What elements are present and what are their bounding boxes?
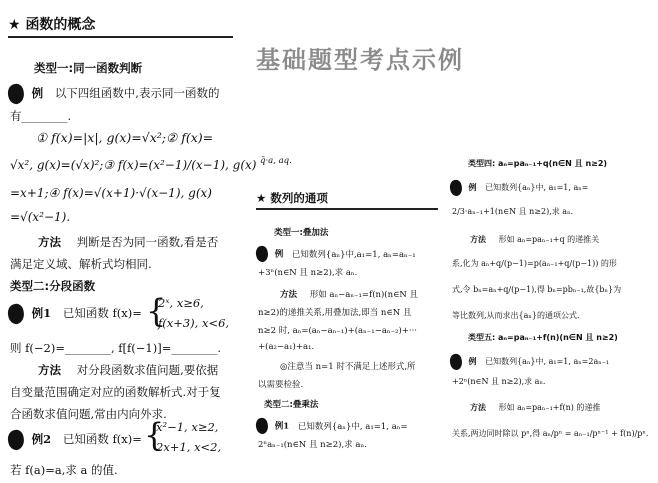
- type-heading: 类型四: aₙ=paₙ₋₁+q(n∈N 且 n≥2): [468, 159, 608, 168]
- method-text: 形如 aₙ=paₙ₋₁+q 的递推关: [498, 235, 600, 244]
- ink-bullet-icon: [448, 179, 463, 197]
- example-heading: [8, 430, 142, 450]
- piecewise-case: 2x+1, x<2,: [156, 440, 222, 454]
- right-column: [450, 0, 658, 483]
- example-heading: [8, 84, 219, 104]
- method-label: 方法: [470, 235, 486, 244]
- method-text: 形如 aₙ−aₙ₋₁=f(n)(n∈N 且: [309, 290, 419, 300]
- type-heading: 类型二:分段函数: [10, 279, 96, 293]
- example-text: =√(x²−1).: [10, 210, 71, 224]
- method-label: 方法: [280, 290, 298, 300]
- method-text: n≥2)的递推关系,用叠加法,即当 n∈N 且: [258, 308, 412, 318]
- section-heading-function-concept: [8, 14, 95, 34]
- method-text: +(a₂−a₁)+a₁.: [258, 342, 315, 352]
- example-label: 例1: [31, 306, 52, 320]
- example-text: 若 f(a)=a,求 a 的值.: [10, 463, 118, 477]
- method-text: n≥2 时, aₙ=(aₙ−aₙ₋₁)+(aₙ₋₁−aₙ₋₂)+···: [258, 326, 417, 336]
- example-text: 2/3·aₙ₋₁+1(n∈N 且 n≥2),求 aₙ.: [452, 207, 574, 216]
- example-label: 例: [468, 356, 477, 366]
- type-heading: 类型二:叠乘法: [264, 400, 319, 410]
- type-heading: 类型一:同一函数判断: [34, 61, 143, 75]
- ink-bullet-icon: [254, 417, 269, 435]
- method-label: 方法: [470, 403, 486, 412]
- example-heading: [450, 354, 609, 370]
- method-paragraph: [470, 402, 600, 413]
- example-text: 有________.: [10, 109, 72, 123]
- piecewise-brace: {: [146, 292, 167, 330]
- example-label: 例: [468, 182, 477, 192]
- ink-bullet-icon: [6, 83, 26, 106]
- note-text: 以需要检验.: [258, 380, 304, 390]
- divider: [8, 36, 233, 38]
- example-heading: [256, 418, 408, 434]
- example-text: 以下四组函数中,表示同一函数的: [54, 86, 220, 100]
- example-text: ① f(x)=|x|, g(x)=√x²;② f(x)=: [36, 130, 214, 145]
- method-text: 系,化为 aₙ+q/(p−1)=p(aₙ₋₁+q/(p−1)) 的形: [452, 259, 617, 268]
- method-text: 等比数列,从而求出{aₙ}的通项公式.: [452, 311, 580, 320]
- example-text: √x², g(x)=(√x)²;③ f(x)=(x²−1)/(x−1), g(x): [10, 158, 257, 172]
- ink-bullet-icon: [6, 303, 26, 326]
- example-label: 例: [274, 249, 284, 260]
- ink-bullet-icon: [448, 353, 463, 371]
- section-title: 数列的通项: [270, 191, 328, 205]
- example-heading: [450, 180, 588, 196]
- method-paragraph: [470, 234, 599, 245]
- method-paragraph: [38, 234, 218, 250]
- ink-bullet-icon: [254, 245, 269, 263]
- method-text: 式,令 bₙ=aₙ+q/(p−1),得 bₙ=pbₙ₋₁,故{bₙ}为: [452, 285, 622, 294]
- middle-column: [250, 0, 450, 483]
- note-text: ◎注意当 n=1 时不满足上述形式,所: [280, 362, 416, 372]
- piecewise-brace: {: [144, 416, 165, 454]
- method-text: 满足定义域、解析式均相同.: [10, 257, 152, 271]
- example-text: 已知数列{aₙ}中, a₁=1, aₙ=: [485, 183, 589, 192]
- method-text: 自变量范围确定对应的函数解析式.对于复: [10, 385, 221, 399]
- example-heading: [256, 246, 416, 262]
- left-column: [0, 0, 257, 483]
- ink-bullet-icon: [6, 429, 26, 452]
- piecewise-case: 2ˣ, x≥6,: [158, 296, 204, 310]
- method-text: 形如 aₙ=paₙ₋₁+f(n) 的递推: [498, 403, 601, 412]
- method-text: 关系,两边同时除以 pⁿ,得 aₙ/pⁿ = aₙ₋₁/pⁿ⁻¹ + f(n)/pⁿ.: [452, 429, 649, 438]
- example-text: =x+1;④ f(x)=√(x+1)·√(x−1), g(x): [10, 186, 212, 200]
- example-text: 2ⁿaₙ₋₁(n∈N 且 n≥2),求 aₙ.: [258, 440, 367, 450]
- example-text: 已知数列{aₙ}中, a₁=1, aₙ=: [297, 421, 408, 432]
- section-title: 函数的概念: [25, 17, 96, 33]
- method-paragraph: [38, 362, 218, 378]
- method-label: 方法: [38, 235, 61, 249]
- example-text: +2ⁿ(n∈N 且 n≥2),求 aₙ.: [452, 377, 546, 386]
- example-label: 例2: [31, 432, 52, 446]
- method-text: 合函数求值问题,常由内向外求.: [10, 407, 167, 421]
- example-text: +3ⁿ(n∈N 且 n≥2),求 aₙ.: [258, 268, 358, 278]
- example-text: 则 f(−2)=________, f[f(−1)]=________.: [10, 341, 221, 355]
- star-icon: ★: [256, 191, 267, 205]
- divider: [256, 208, 438, 210]
- method-paragraph: [280, 288, 418, 300]
- type-heading: 类型一:叠加法: [274, 228, 329, 238]
- star-icon: ★: [8, 17, 21, 33]
- example-label: 例: [31, 86, 44, 100]
- example-text: 已知函数 f(x)=: [62, 306, 142, 320]
- method-text: 判断是否为同一函数,看是否: [76, 235, 219, 249]
- piecewise-case: x²−1, x≥2,: [156, 420, 219, 434]
- method-label: 方法: [38, 363, 61, 377]
- example-label: 例1: [274, 421, 290, 432]
- example-heading: [8, 304, 142, 324]
- page-title: 基础题型考点示例: [256, 46, 464, 74]
- example-text: 已知数列{aₙ}中, a₁=1, aₙ=2aₙ₋₁: [485, 357, 610, 366]
- example-text: 已知函数 f(x)=: [62, 432, 142, 446]
- section-heading-sequence-term: [256, 190, 328, 206]
- example-text: 已知数列{aₙ}中,a₁=1, aₙ=aₙ₋₁: [291, 249, 416, 260]
- text-fragment: q̄·a, aq.: [260, 156, 292, 166]
- method-text: 对分段函数求值问题,要依据: [76, 363, 219, 377]
- piecewise-case: f(x+3), x<6,: [158, 316, 230, 330]
- type-heading: 类型五: aₙ=paₙ₋₁+f(n)(n∈N 且 n≥2): [468, 333, 618, 342]
